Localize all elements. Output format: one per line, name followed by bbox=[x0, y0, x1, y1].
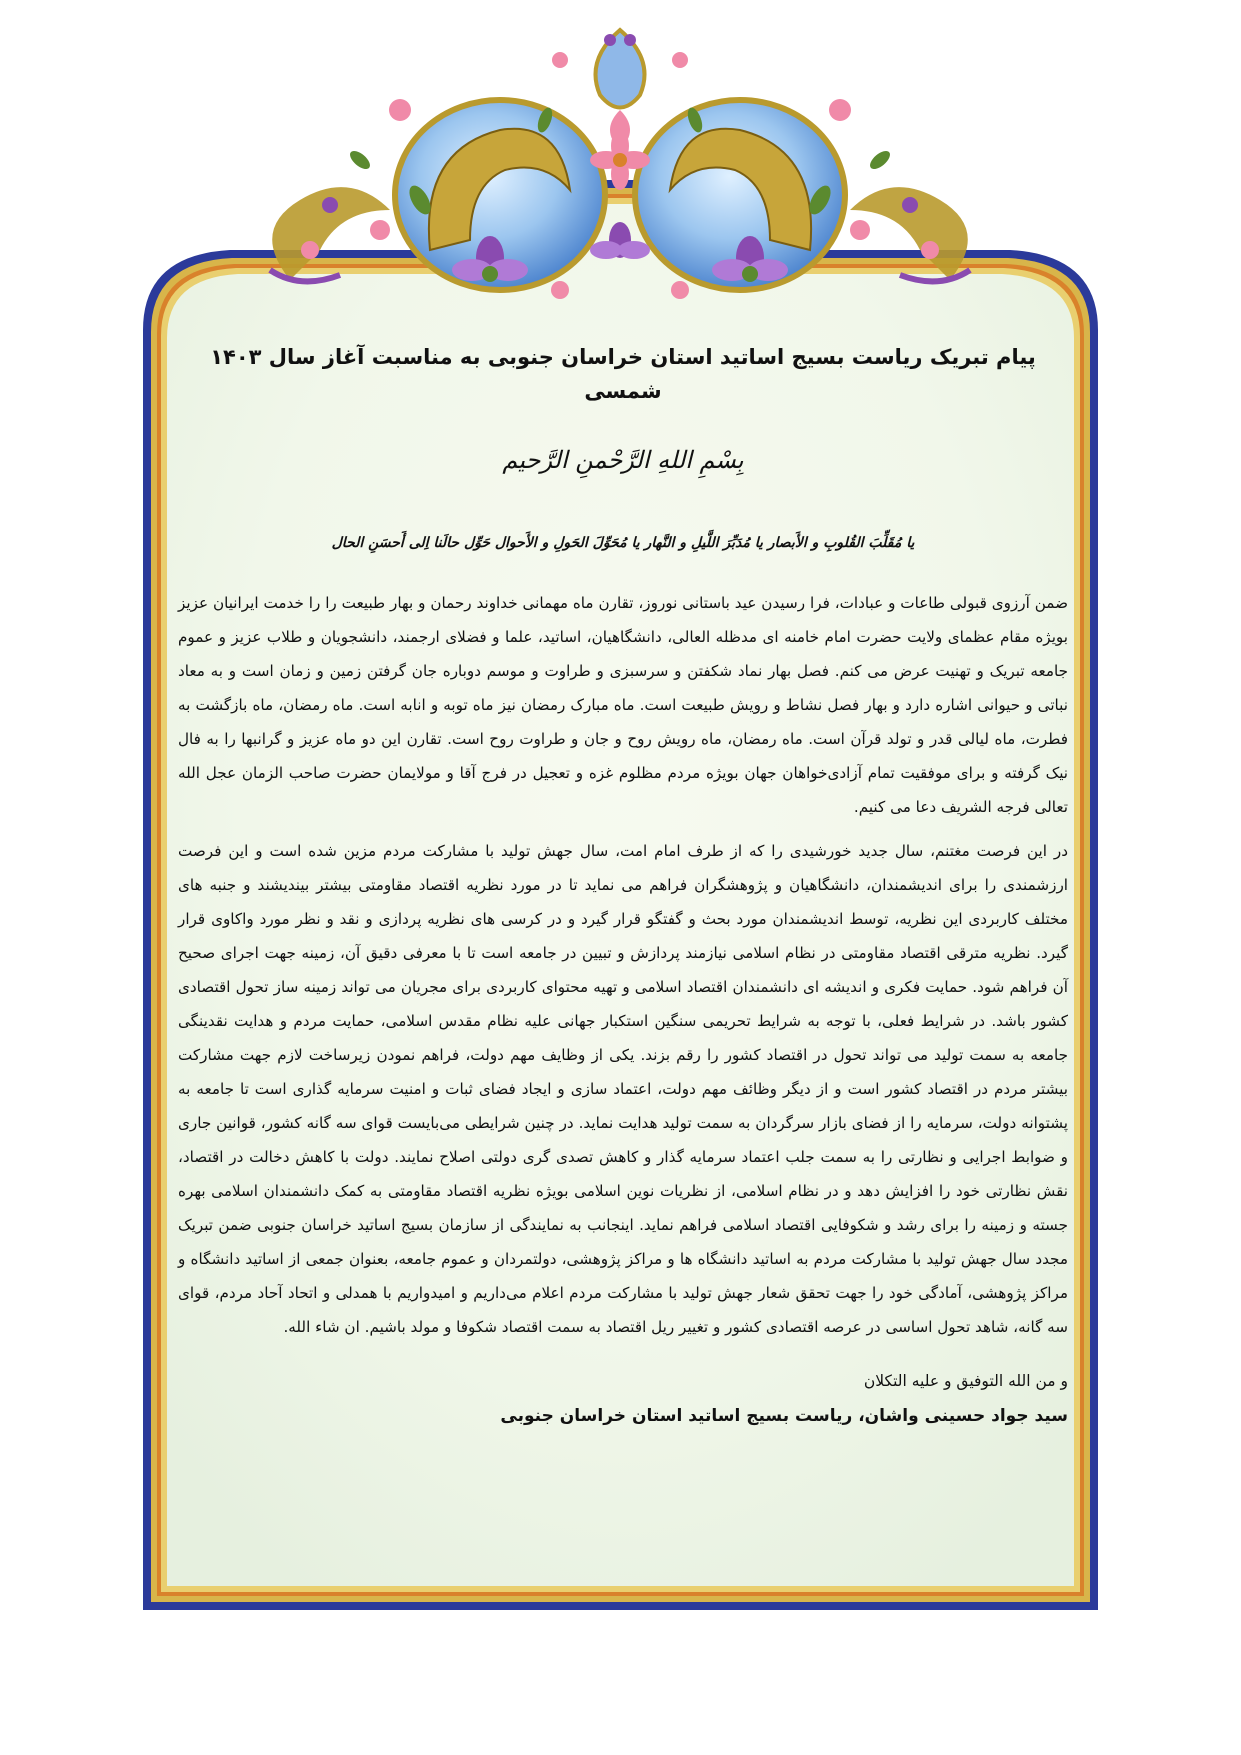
closing-phrase: و من الله التوفیق و علیه التکلان bbox=[863, 1372, 1068, 1390]
signature: سید جواد حسینی واشان، ریاست بسیج اساتید استان خراسان جنوبی bbox=[500, 1406, 1068, 1426]
page-title: پیام تبریک ریاست بسیج اساتید استان خراسان جنوبی به مناسبت آغاز سال ۱۴۰۳ شمسی bbox=[210, 345, 1036, 403]
paragraph-greeting: ضمن آرزوی قبولی طاعات و عبادات، فرا رسیدن عید باستانی نوروز، تقارن ماه مهمانی خداوند رحمان و بهار طبیعت را را خدمت ایرانیان عزیز بویژه مقام عظمای ولایت حضرت امام خامنه ای مدظله العالی، دانشگاهیان، اساتید، علما و فضلای ارجمند، دانشجویان و طلاب عزیز و عموم جامعه تبریک و تهنیت عرض می کنم. فصل بهار نماد شکفتن و سرسبزی و طراوت و موسم دوباره جان گرفتن زمین و زمان است و به معاد نباتی و حیوانی اشاره دارد و بهار فصل نشاط و رویش طبیعت است. ماه مبارک رمضان نیز ماه توبه و انابه است. ماه رمضان، ماه بازگشت به فطرت، ماه لیالی قدر و تولد قرآن است. ماه رمضان، ماه رویش روح و جان و طراوت روح است. تقارن این دو ماه عزیز و گرانبها را به فال نیک گرفته و برای موفقیت تمام آزادی‌خواهان جهان بویژه مردم مظلوم غزه و تعجیل در فرج آقا و مولایمان حضرت صاحب الزمان عجل الله تعالی فرجه الشریف دعا می کنیم. bbox=[178, 594, 1068, 816]
nowruz-prayer: یا مُقَلِّبَ القُلوبِ و الأَبصار یا مُدَبِّرَ اللَّیلِ و النَّهار یا مُحَوِّلَ الحَولِ و الأَحوال حَوِّل حالَنا اِلی أَحسَنِ الحال bbox=[331, 535, 915, 551]
paragraph-production-leap: در این فرصت مغتنم، سال جدید خورشیدی را که از طرف امام امت، سال جهش تولید با مشارکت مردم مزین شده است و این فرصت ارزشمندی را برای اندیشمندان، دانشگاهیان و پژوهشگران فراهم می نماید تا در مورد نظریه اقتصاد مقاومتی بیشتر بیندیشند و جنبه های مختلف کاربردی این نظریه، توسط اندیشمندان مورد بحث و گفتگو قرار گیرد و در کرسی های نظریه پردازی و نقد و نظر مورد واکاوی قرار گیرد. نظریه مترقی اقتصاد مقاومتی در نظام اسلامی نیازمند پردازش و تبیین در جامعه است تا با معرفی دقیق آن، زمینه جهت اجرای صحیح آن فراهم شود. حمایت فکری و اندیشه ای دانشمندان اقتصاد اسلامی و تهیه محتوای کاربردی برای مجریان می تواند زمینه ساز تحول اقتصادی کشور باشد. در شرایط فعلی، با توجه به شرایط تحریمی سنگین استکبار جهانی علیه نظام مقدس اسلامی، حمایت مردم و هدایت نقدینگی جامعه به سمت تولید می تواند تحول در اقتصاد کشور را رقم بزند. یکی از وظایف مهم دولت، فراهم نمودن زیرساخت لازم جهت مشارکت بیشتر مردم در اقتصاد کشور است و از دیگر وظائف مهم دولت، اعتماد سازی و ایجاد فضای ثبات و امنیت سرمایه گذاری است تا جامعه به پشتوانه دولت، سرمایه را از فضای بازار سرگردان به سمت تولید هدایت نماید. در چنین شرایطی می‌بایست قوای سه گانه کشور، قوانین جاری و ضوابط اجرایی و نظارتی را به سمت جلب اعتماد سرمایه گذار و کاهش تصدی گری دولتی اصلاح نمایند. دولت با کاهش دخالت در اقتصاد، نقش نظارتی خود را افزایش دهد و در نظام اسلامی، از نظریات نوین اسلامی بویژه نظریه اقتصاد مقاومتی به کمک دانشمندان اسلامی بهره جسته و زمینه را برای رشد و شکوفایی اقتصاد اسلامی فراهم نماید. اینجانب به نمایندگی از سازمان بسیج اساتید خراسان جنوبی ضمن تبریک مجدد سال جهش تولید با مشارکت مردم به اساتید دانشگاه ها و مراکز پژوهشی، دولتمردان و عموم جامعه، بعنوان جمعی از اساتید دانشگاه و مراکز پژوهشی، آمادگی خود را جهت تحقق شعار جهش تولید با مشارکت مردم اعلام می‌داریم و امیدواریم با همدلی و اتحاد آحاد مردم، قوای سه گانه، شاهد تحول اساسی در عرصه اقتصادی کشور و تغییر ریل اقتصاد به سمت اقتصاد شکوفا و مولد باشیم. ان شاء الله. bbox=[178, 842, 1068, 1336]
letter-content bbox=[178, 340, 1068, 1432]
bismillah-heading: بِسْمِ اللهِ الرَّحْمنِ الرَّحیم bbox=[502, 446, 744, 474]
